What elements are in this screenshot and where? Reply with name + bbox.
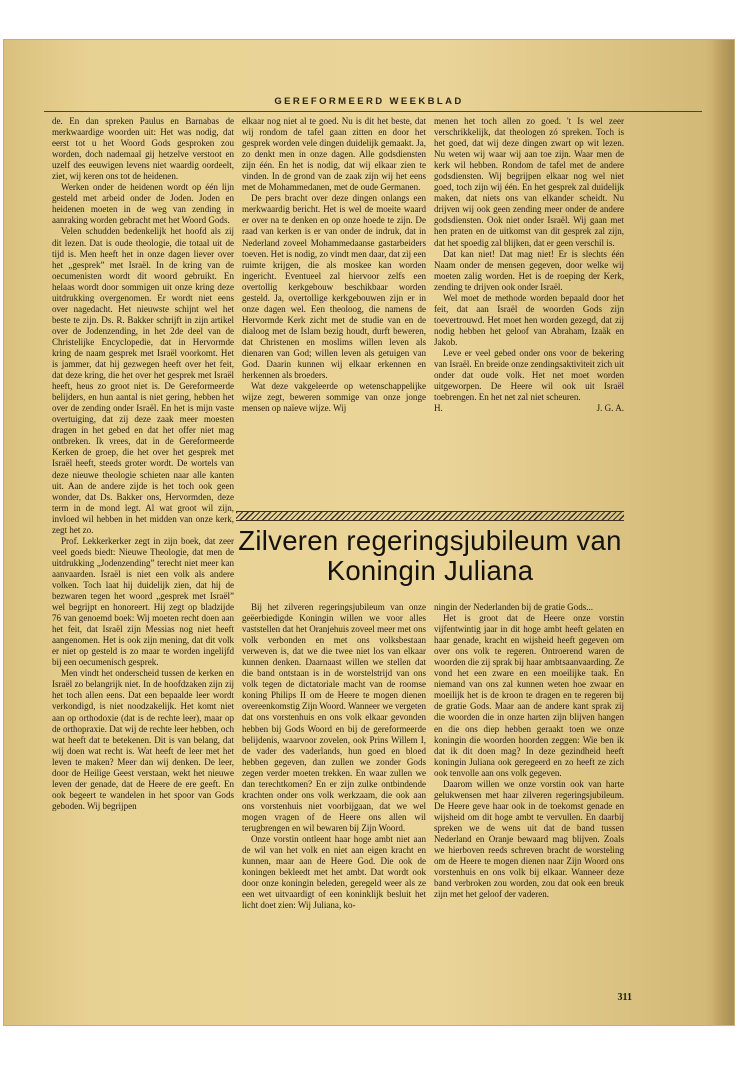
magazine-page bbox=[4, 40, 734, 1025]
column-3 bbox=[434, 116, 624, 501]
paragraph: Prof. Lekkerkerker zegt in zijn boek, dat zeer veel goeds biedt: Nieuwe Theologie, dat men de uitdrukking „Jodenzending” terecht niet meer kan aanvaarden. Israël is niet een volk als andere volken. Toch laat hij duidelijk zien, dat hij de bezwaren tegen het woord „gesprek met Israël” wel begrijpt en honoreert. Hij zegt op bladzijde 76 van genoemd boek: Wij moeten recht doen aan het feit, dat Israël zijn Messias nog niet heeft aangenomen. Het is ook zijn mening, dat dit volk er niet op gesteld is zo maar te worden ingelijfd bij een oecumenisch gesprek. bbox=[52, 535, 234, 668]
paragraph: ningin der Nederlanden bij de gratie Gods... bbox=[434, 602, 594, 612]
ornamental-divider bbox=[236, 511, 624, 521]
paragraph: Het is groot dat de Heere onze vorstin vijfentwintig jaar in dit hoge ambt heeft gelaten en haar genade, kracht en wijsheid heeft gegeven om over ons volk te regeren. Ontroerend waren de woorden die zij sprak bij haar ambtsaanvaarding. Ze vond het een zware en een moeilijke taak. En niemand van ons zal kunnen weten hoe zwaar en moeilijk het is de kroon te dragen en te regeren bij de gratie Gods. Maar aan de andere kant sprak zij die woorden die in onze harten zijn blijven hangen en die ons diep hebben geraakt toen we onze koningin die woorden hoorden zeggen: Wie ben ik dat ik dit doen mag? In deze gezindheid heeft koningin Juliana ook geregeerd en zo heeft ze zich ook tenvolle aan ons volk gegeven. bbox=[434, 613, 624, 778]
paragraph: Leve er veel gebed onder ons voor de bekering van Israël. En breide onze zendingsaktiviteit zich uit onder dat oude volk. Het net moet worden uitgeworpen. De Heere wil ook uit Israël toebrengen. En het net zal niet scheuren. bbox=[434, 347, 624, 403]
column-2 bbox=[242, 116, 426, 501]
page-number: 311 bbox=[617, 992, 632, 1003]
paragraph: Wat deze vakgeleerde op wetenschappelijke wijze zegt, beweren sommige van onze jonge mensen op naïeve wijze. Wij bbox=[242, 381, 426, 414]
paragraph: Bij het zilveren regeringsjubileum van onze geëerbiedigde Koningin willen we voor alles vaststellen dat het Oranjehuis zoveel meer met ons volk verbonden en met ons volksbestaan verweven is, dat we die twee niet los van elkaar kunnen denken. Daarnaast willen we stellen dat die band ontstaan is in de worstelstrijd van ons volk tegen de dictatoriale macht van de roomse koning Philips II om de Heere te mogen dienen overeenkomstig Zijn Woord. Wanneer we vergeten dat ons vorstenhuis en ons volk elkaar gevonden hebben bij Gods Woord en bij de gereformeerde belijdenis, waarvoor zovelen, ook Prins Willem I, de vader des vaderlands, hun goed en bloed hebben gegeven, dan zullen we zonder Gods zegen verder moeten trekken. En waar zullen we dan terechtkomen? En er zijn zulke ontbindende krachten onder ons volk werkzaam, die ook aan ons vorstenhuis niet voorbijgaan, dat we wel mogen vragen of de Heere ons allen wil terugbrengen en wil bewaren bij Zijn Woord. bbox=[242, 602, 426, 833]
paragraph: De pers bracht over deze dingen onlangs een merkwaardig bericht. Het is wel de moeite waard er over na te denken en op onze hoede te zijn. De raad van kerken is er van onder de indruk, dat in Nederland zoveel Mohammedaanse gastarbeiders toeven. Het is nodig, zo vindt men daar, dat zij een ruimte krijgen, die als moskee kan worden ingericht. Eventueel zal hiervoor zelfs een overtollig kerkgebouw beschikbaar worden gesteld. Ja, overtollige kerkgebouwen zijn er in onze dagen wel. Een theoloog, die namens de Hervormde Kerk zicht met de studie van en de dialoog met de Islam bezig houdt, durft beweren, dat Christenen en moslims willen leven als dienaren van God; willen leven als getuigen van God. Daarin kunnen wij elkaar erkennen en herkennen als broeders. bbox=[242, 193, 426, 381]
column-1 bbox=[52, 116, 234, 1006]
paragraph: Men vindt het onderscheid tussen de kerken en Israël zo belangrijk niet. In de hoofdzaken zijn zij het toch allen eens. Dat een bepaalde leer wordt verkondigd, is niet noodzakelijk. Het komt niet aan op orthodoxie (dat is de rechte leer), maar op de orthopraxie. Dat wij de rechte leer hebben, och wat heeft dat te betekenen. Dit is van belang, dat wij doen wat recht is. Wat heeft de leer met het leven te maken? Meer dan wij denken. De leer, door de Heilige Geest verstaan, wekt het nieuwe leven der genade, dat de Heere de ere geeft. En ook begeert te wandelen in het spoor van Gods geboden. Wij begrijpen bbox=[52, 668, 234, 811]
article-headline bbox=[236, 526, 624, 586]
header-rule bbox=[44, 111, 702, 112]
running-head: GEREFORMEERD WEEKBLAD bbox=[274, 96, 464, 107]
article-column-2 bbox=[434, 602, 624, 1007]
page-edge-shadow bbox=[712, 40, 734, 1025]
signature bbox=[434, 403, 624, 414]
headline-line-1: Zilveren regeringsjubileum van bbox=[238, 525, 622, 556]
signature-right: J. G. A. bbox=[596, 403, 624, 414]
paragraph: Wel moet de methode worden bepaald door het feit, dat aan Israël de woorden Gods zijn toevertrouwd. Het moet hen worden gezegd, dat zij nodig hebben het geloof van Abraham, Izaäk en Jakob. bbox=[434, 292, 624, 347]
paragraph: menen het toch allen zo goed. 't Is wel zeer verschrikkelijk, dat theologen zó spreken. Toch is het goed, dat wij deze dingen zwart op wit lezen. Nu weten wij waar wij aan toe zijn. Waar men de kerk wil hebben. Rondom de tafel met de andere godsdiensten. Wij begrijpen elkaar nog wel niet goed, toch zijn wij één. En het gesprek zal duidelijk maken, dat niets ons van elkander scheidt. Nu drijven wij ook geen zending meer onder de andere godsdiensten. Ook niet onder Israël. Wij gaan met hen praten en de uitkomst van dit gesprek zal zijn, dat het spoedig zal blijken, dat er geen verschil is. bbox=[434, 116, 624, 248]
paragraph: elkaar nog niet al te goed. Nu is dit het beste, dat wij rondom de tafel gaan zitten en door het gesprek worden vele dingen duidelijk gemaakt. Ja, zo denkt men in onze dagen. Alle godsdiensten zijn één. En het is nodig, dat wij elkaar zien te vinden. In de grond van de zaak zijn wij het eens met de Mohammedanen, met de oude Germanen. bbox=[242, 116, 426, 193]
headline-line-2: Koningin Juliana bbox=[326, 555, 534, 586]
paragraph: Velen schudden bedenkelijk het hoofd als zij dit lezen. Dat is oude theologie, die totaal uit de tijd is. Men heeft het in onze dagen liever over het „gesprek” met Israël. In de kring van de oecumenisten wordt dit woord gebruikt. En helaas wordt door sommigen uit onze kring deze uitdrukking overgenomen. Er wordt niet eens over nagedacht. Het nieuwste schijnt wel het beste te zijn. Ds. R. Bakker schrijft in zijn artikel over de Jodenzending, in het 2de deel van de Christelijke Encyclopedie, dat in Hervormde kring de naam gesprek met Israël voorkomt. Het is jammer, dat hij gezwegen heeft over het feit, dat deze kring, die het over het gesprek met Israël heeft, heus zo groot niet is. De Gereformeerde belijders, en hun aantal is niet gering, hebben het over de zending onder Israël. En het is mijn vaste overtuiging, dat zij deze zaak meer moesten dragen in het gebed en dat het offer niet mag ontbreken. Ik vrees, dat in de Gereformeerde Kerken de groep, die het over het gesprek met Israël heeft, steeds groter wordt. De wortels van deze nieuwe theologie schieten naar alle kanten uit. Aan de andere zijde is het toch ook geen wonder, dat Ds. Bakker ons, Hervormden, deze term in de mond legt. Al wat groot wil zijn, invloed wil hebben in het midden van onze kerk, zegt het zo. bbox=[52, 226, 234, 535]
paragraph: Onze vorstin ontleent haar hoge ambt niet aan de wil van het volk en niet aan eigen kracht en kunnen, maar aan de Heere God. Die ook de koningen bekleedt met het ambt. Dat wordt ook door onze koningin beleden, geregeld weer als ze een wet uitvaardigt of een koninklijk besluit het licht doet zien: Wij Juliana, ko- bbox=[242, 833, 426, 911]
paragraph: Dat kan niet! Dat mag niet! Er is slechts één Naam onder de mensen gegeven, door welke wij moeten zalig worden. Het is de roeping der Kerk, zending te drijven ook onder Israël. bbox=[434, 248, 624, 292]
signature-left: H. bbox=[434, 403, 443, 414]
paragraph: Daarom willen we onze vorstin ook van harte gelukwensen met haar zilveren regeringsjubileum. De Heere geve haar ook in de toekomst genade en wijsheid om dit hoge ambt te vervullen. En daarbij spreken we de wens uit dat de band tussen Nederland en Oranje bewaard mag blijven. Zoals we hierboven reeds schreven bracht de worsteling om de Heere te mogen dienen naar Zijn Woord ons vorstenhuis en ons volk bij elkaar. Wanneer deze band verbroken zou worden, zou dat ook een breuk zijn met het geloof der vaderen. bbox=[434, 778, 624, 900]
article-column-1 bbox=[242, 602, 426, 1007]
paragraph: de. En dan spreken Paulus en Barnabas de merkwaardige woorden uit: Het was nodig, dat eerst tot u het Woord Gods gesproken zou worden, doch nademaal gij hetzelve verstoot en uzelf des eeuwigen levens niet waardig oordeelt, ziet, wij keren ons tot de heidenen. bbox=[52, 116, 234, 182]
paragraph: Werken onder de heidenen wordt op één lijn gesteld met arbeid onder de Joden. Joden en heidenen moeten in de weg van zending in aanraking worden gebracht met het Woord Gods. bbox=[52, 182, 234, 226]
